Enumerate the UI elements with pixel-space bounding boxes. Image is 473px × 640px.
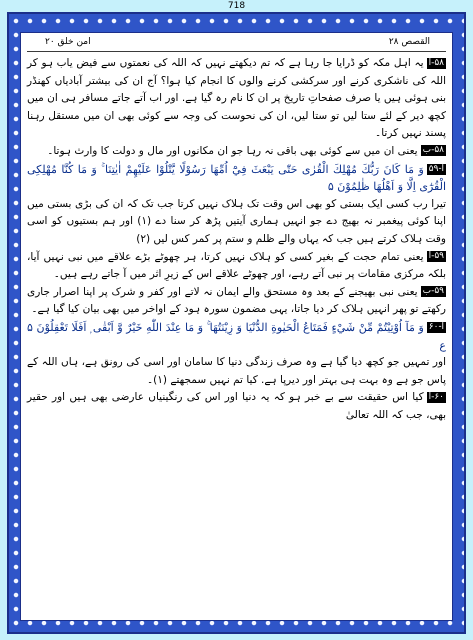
verse-text: وَ مَآ اُوْتِيْتُمْ مِّنْ شَيْءٍ فَمَتَاعُ الْحَيٰوةِ الدُّنْيَا وَ زِيْنَتُهَا ۚ وَ مَا عِنْدَ اللّٰهِ خَيْرٌ وَّ اَبْقٰى ۭ اَفَلَا تَعْقِلُوْنَ ۵ ع <box>27 320 446 352</box>
verse-tag: آ-۵۹ <box>428 164 444 175</box>
page-body <box>20 32 453 621</box>
running-header <box>21 37 452 51</box>
verse-block <box>27 161 446 196</box>
header-right: القصص ۲۸ <box>388 37 430 47</box>
note-block <box>27 389 446 424</box>
note-block <box>27 55 446 143</box>
note-tag: ۵۹-ا <box>428 251 444 262</box>
verse-block <box>27 319 446 354</box>
note-text: یعنی نبی بھیجنے کے بعد وہ مستحق والے ایمان نہ لاتے اور کفر و شرک پر اپنا اصرار جاری رکھتے تو پھر انہیں ہلاک کر دیا جاتا، یہی مضمون سورہ ہود کے اواخر میں بھی بیان کیا گیا ہے۔ <box>27 285 446 316</box>
translation-text: اور تمہیں جو کچھ دیا گیا ہے وہ صرف زندگی دنیا کا سامان اور اسی کی رونق ہے، ہاں اللہ کے پاس جو ہے وہ بہت ہی بہتر اور دیرپا ہے. کیا تم نہیں سمجھتے (۱)۔ <box>27 356 446 386</box>
note-block <box>27 284 446 319</box>
translation-text: تیرا رب کسی ایک بستی کو بھی اس وقت تک ہلاک نہیں کرتا جب تک کہ ان کی بڑی بستی میں اپنا کوئی پیغمبر نہ بھیج دے جو انہیں ہماری آیتیں پڑھ کر سنا دے (۱) اور ہم بستیوں کو اسی وقت ہلاک کرتے ہیں جب کہ یہاں والے ظلم و ستم پر کمر کس لیں (۲) <box>27 197 446 245</box>
note-text: یہ اہل مکہ کو ڈرایا جا رہا ہے کہ تم دیکھتے نہیں کہ اللہ کی نعمتوں سے فیض یاب ہو کر اللہ کی ناشکری کرنے اور سرکشی کرنے والوں کا انجام کیا ہوا؟ آج ان کی بیشتر آبادیاں کھنڈر بنی ہوئی ہیں یا صرف صفحاتِ تاریخ پر ان کا نام رہ گیا ہے. اور اب آتے جاتے مسافر ہی ان میں کچھ دیر کے لئے ستا لیں تو ستا لیں، ان کی نحوست کی وجہ سے کوئی بھی ان میں مستقل رہنا پسند نہیں کرتا۔ <box>27 57 446 140</box>
note-text: یعنی تمام حجت کے بغیر کسی کو ہلاک نہیں کرتا، ہر چھوٹے بڑے علاقے میں نبی نہیں آیا، بلکہ مرکزی مقامات پر نبی آتے رہے، اور چھوٹے علاقے اس کے زیرِ اثر میں آ جاتے رہے ہیں۔ <box>27 250 446 281</box>
note-tag: ۶۰-ا <box>428 391 444 402</box>
note-text: کیا اس حقیقت سے بے خبر ہو کہ یہ دنیا اور اس کی رنگینیاں عارضی بھی ہیں اور حقیر بھی، جب کہ اللہ تعالیٰ <box>27 391 446 421</box>
note-tag: ۵۹-ب <box>422 286 444 297</box>
note-tag: ۵۸-ا <box>428 57 444 68</box>
translation-block <box>27 196 446 249</box>
header-left: امن خلق ۲۰ <box>45 37 91 47</box>
note-tag: ۵۸-ب <box>422 145 444 156</box>
page-number: 718 <box>227 1 246 11</box>
main-text <box>27 55 446 424</box>
note-block <box>27 249 446 284</box>
verse-text: وَ مَا كَانَ رَبُّكَ مُهْلِكَ الْقُرٰى حَتّٰى يَبْعَثَ فِيْٓ اُمِّهَا رَسُوْلًا يَّتْلُوْا عَلَيْهِمْ اٰيٰتِنَا ۚ وَ مَا كُنَّا مُهْلِكِى الْقُرٰٓى اِلَّا وَ اَهْلُهَا ظٰلِمُوْنَ ۵ <box>27 162 446 194</box>
note-text: یعنی ان میں سے کوئی بھی باقی نہ رہا جو ان مکانوں اور مال و دولت کا وارث ہوتا۔ <box>47 144 418 157</box>
verse-tag: آ-۶۰ <box>428 322 444 333</box>
translation-block <box>27 354 446 389</box>
header-divider <box>27 51 446 52</box>
note-block <box>27 143 446 161</box>
